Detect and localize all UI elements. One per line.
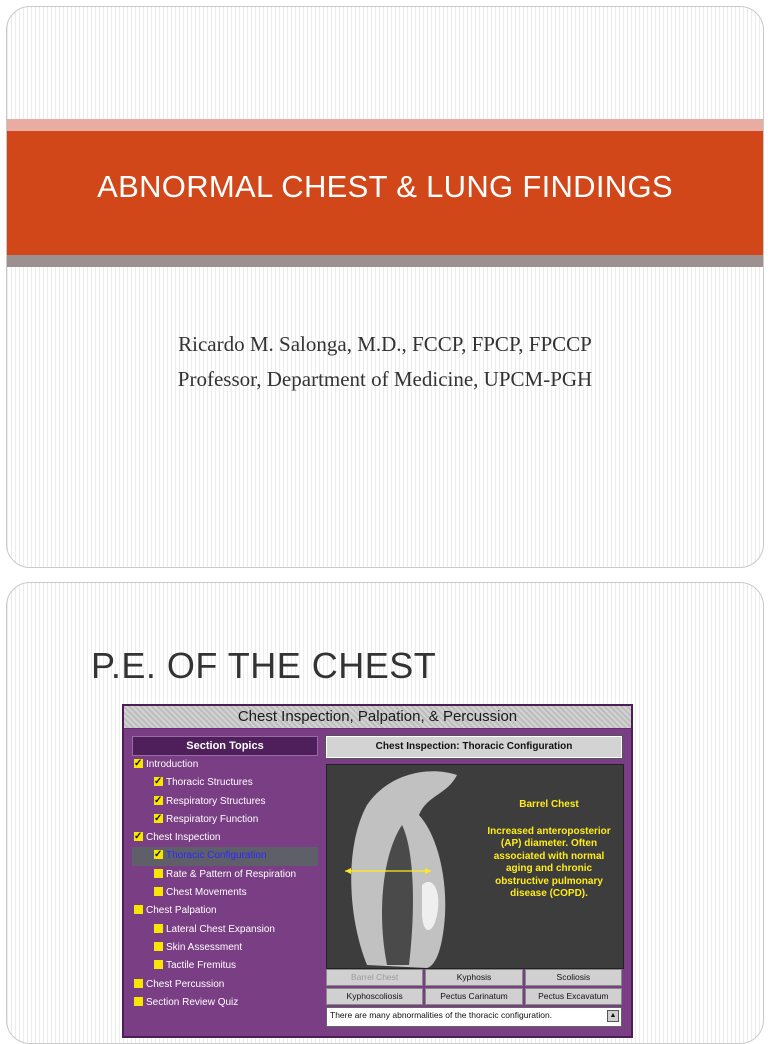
title-slide: [6, 6, 764, 568]
topic-label: Chest Palpation: [146, 905, 217, 917]
checkbox-icon: [154, 960, 163, 969]
image-caption: [479, 799, 619, 901]
condition-tab[interactable]: Scoliosis: [525, 969, 622, 986]
condition-tab[interactable]: Barrel Chest: [326, 969, 423, 986]
topic-item[interactable]: [132, 811, 318, 829]
slide-heading: P.E. OF THE CHEST: [91, 645, 437, 686]
topic-label: Chest Inspection: [146, 832, 221, 844]
description-box[interactable]: [326, 1007, 622, 1027]
caption-body: Increased anteroposterior (AP) diameter. Often associated with normal aging and chronic obstructive pulmonary disease (COPD).: [487, 825, 611, 899]
condition-tab[interactable]: Kyphosis: [425, 969, 522, 986]
checkbox-icon: [134, 979, 143, 988]
topic-label: Rate & Pattern of Respiration: [166, 868, 297, 880]
topic-item[interactable]: [132, 866, 318, 884]
app-title: Chest Inspection, Palpation, & Percussion: [124, 706, 631, 729]
topic-item[interactable]: [132, 994, 318, 1012]
slide-title: ABNORMAL CHEST & LUNG FINDINGS: [97, 169, 673, 204]
checked-box-icon: [134, 759, 143, 768]
checked-box-icon: [154, 814, 163, 823]
topic-item[interactable]: [132, 884, 318, 902]
section-topics-panel: [132, 736, 318, 1036]
topic-item[interactable]: [132, 847, 318, 865]
section-topics-header: Section Topics: [132, 736, 318, 756]
topic-item[interactable]: [132, 921, 318, 939]
topic-label: Thoracic Structures: [166, 777, 253, 789]
topic-label: Tactile Fremitus: [166, 960, 237, 972]
topic-item[interactable]: [132, 756, 318, 774]
topic-item[interactable]: [132, 902, 318, 920]
topic-item[interactable]: [132, 976, 318, 994]
topic-label: Respiratory Function: [166, 813, 259, 825]
checkbox-icon: [134, 997, 143, 1006]
topic-item[interactable]: [132, 793, 318, 811]
checked-box-icon: [154, 850, 163, 859]
topic-label: Lateral Chest Expansion: [166, 923, 275, 935]
topic-item[interactable]: [132, 939, 318, 957]
embedded-app-screenshot: [122, 704, 633, 1038]
topic-label: Thoracic Configuration: [166, 850, 267, 862]
checked-box-icon: [154, 796, 163, 805]
topic-label: Section Review Quiz: [146, 996, 239, 1008]
topic-list: [132, 756, 318, 1012]
checked-box-icon: [154, 777, 163, 786]
author-name: Ricardo M. Salonga, M.D., FCCP, FPCP, FPCCP: [178, 332, 592, 356]
topic-label: Skin Assessment: [166, 941, 243, 953]
panel-header: Chest Inspection: Thoracic Configuration: [326, 736, 622, 758]
condition-tab[interactable]: Pectus Excavatum: [525, 988, 622, 1005]
topic-item[interactable]: [132, 957, 318, 975]
checkbox-icon: [154, 924, 163, 933]
topic-label: Chest Percussion: [146, 978, 225, 990]
caption-title: Barrel Chest: [519, 799, 579, 810]
condition-tab[interactable]: Pectus Carinatum: [425, 988, 522, 1005]
checkbox-icon: [154, 942, 163, 951]
topic-item[interactable]: [132, 829, 318, 847]
xray-image: [326, 764, 624, 969]
checkbox-icon: [154, 869, 163, 878]
scroll-up-icon[interactable]: ▲: [607, 1010, 619, 1022]
checked-box-icon: [134, 832, 143, 841]
topic-label: Chest Movements: [166, 887, 247, 899]
topic-label: Introduction: [146, 759, 199, 770]
topic-item[interactable]: [132, 774, 318, 792]
content-panel: [326, 736, 622, 1036]
pe-chest-slide: [6, 582, 764, 1044]
checkbox-icon: [134, 905, 143, 914]
condition-tabs: [326, 969, 622, 1005]
title-band-top: [7, 119, 763, 131]
topic-label: Respiratory Structures: [166, 795, 266, 807]
condition-tab[interactable]: Kyphoscoliosis: [326, 988, 423, 1005]
description-text: There are many abnormalities of the thoracic configuration.: [330, 1010, 553, 1020]
author-affiliation: Professor, Department of Medicine, UPCM-PGH: [177, 367, 593, 391]
checkbox-icon: [154, 887, 163, 896]
title-band-bottom: [7, 255, 763, 267]
